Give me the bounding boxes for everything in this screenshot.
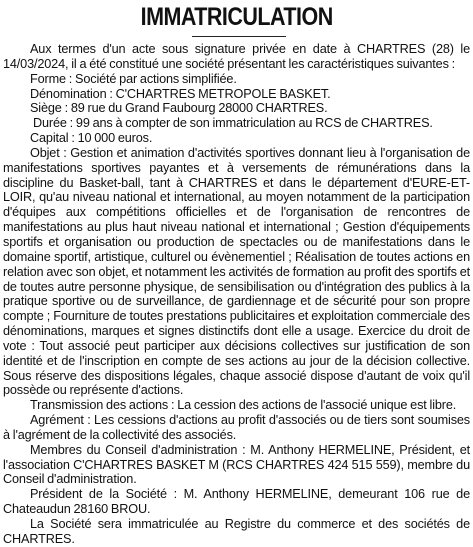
paragraph-capital: Capital : 10 000 euros. bbox=[30, 131, 153, 146]
notice-body bbox=[3, 42, 470, 547]
paragraph-agrement: Agrément : Les cessions d'actions au profit d'associés ou de tiers sont soumises à l'agrément de la collectivité des associés. bbox=[3, 413, 470, 442]
paragraph-denomination: Dénomination : C'CHARTRES METROPOLE BASKET. bbox=[30, 86, 331, 101]
paragraph-conseil: Membres du Conseil d'administration : M. Anthony HERMELINE, Président, et l'association C'CHARTRES BASKET M (RCS CHARTRES 424 515 559), membre du Conseil d'administration. bbox=[3, 442, 470, 487]
paragraph-transmission: Transmission des actions : La cession des actions de l'associé unique est libre. bbox=[30, 398, 457, 413]
title-underline bbox=[192, 36, 286, 37]
paragraph-duree: Durée : 99 ans à compter de son immatriculation au RCS de CHARTRES. bbox=[33, 116, 433, 131]
paragraph-rcs: La Société sera immatriculée au Registre du commerce et des sociétés de CHARTRES. bbox=[3, 517, 470, 546]
paragraph-objet: Objet : Gestion et animation d'activités sportives donnant lieu à l'organisation de manifestations sportives payantes et à versements de rémunérations dans la discipline du Basket-ball, tant à CHARTRES et dans le département d'EURE-ET-LOIR, qu'au niveau national et international, au moyen notamment de la participation d'équipes aux compétitions officielles et de l'organisation de rencontres de manifestations au plus haut niveau national et international ; Gestion d'équipements sportifs et organisation ou production de spectacles ou de manifestations dans le domaine sportif, artistique, culturel ou évènementiel ; Réalisation de toutes actions en relation avec son objet, et notamment les activités de formation au profit des sportifs et de toutes autre personne physique, de sensibilisation ou d'intégration des publics à la pratique sportive ou de surveillance, de gardiennage et de sécurité pour son propre compte ; Fourniture de toutes prestations publicitaires et exploitation commerciale des dénominations, marques et signes distinctifs dont elle a usage. Exercice du droit de vote : Tout associé peut participer aux décisions collectives sur justification de son identité et de l'inscription en compte de ses actions au jour de la décision collective. Sous réserve des dispositions légales, chaque associé dispose d'autant de voix qu'il possède ou représente d'actions. bbox=[3, 145, 470, 398]
paragraph-intro: Aux termes d'un acte sous signature privée en date à CHARTRES (28) le 14/03/2024, il a été constitué une société présentant les caractéristiques suivantes : bbox=[3, 42, 470, 71]
notice-title: IMMATRICULATION bbox=[140, 3, 333, 31]
paragraph-forme: Forme : Société par actions simplifiée. bbox=[30, 71, 237, 86]
paragraph-siege: Siège : 89 rue du Grand Faubourg 28000 CHARTRES. bbox=[30, 101, 328, 116]
paragraph-president: Président de la Société : M. Anthony HERMELINE, demeurant 106 rue de Chateaudun 28160 BROU. bbox=[3, 487, 470, 517]
notice-header bbox=[3, 2, 470, 42]
